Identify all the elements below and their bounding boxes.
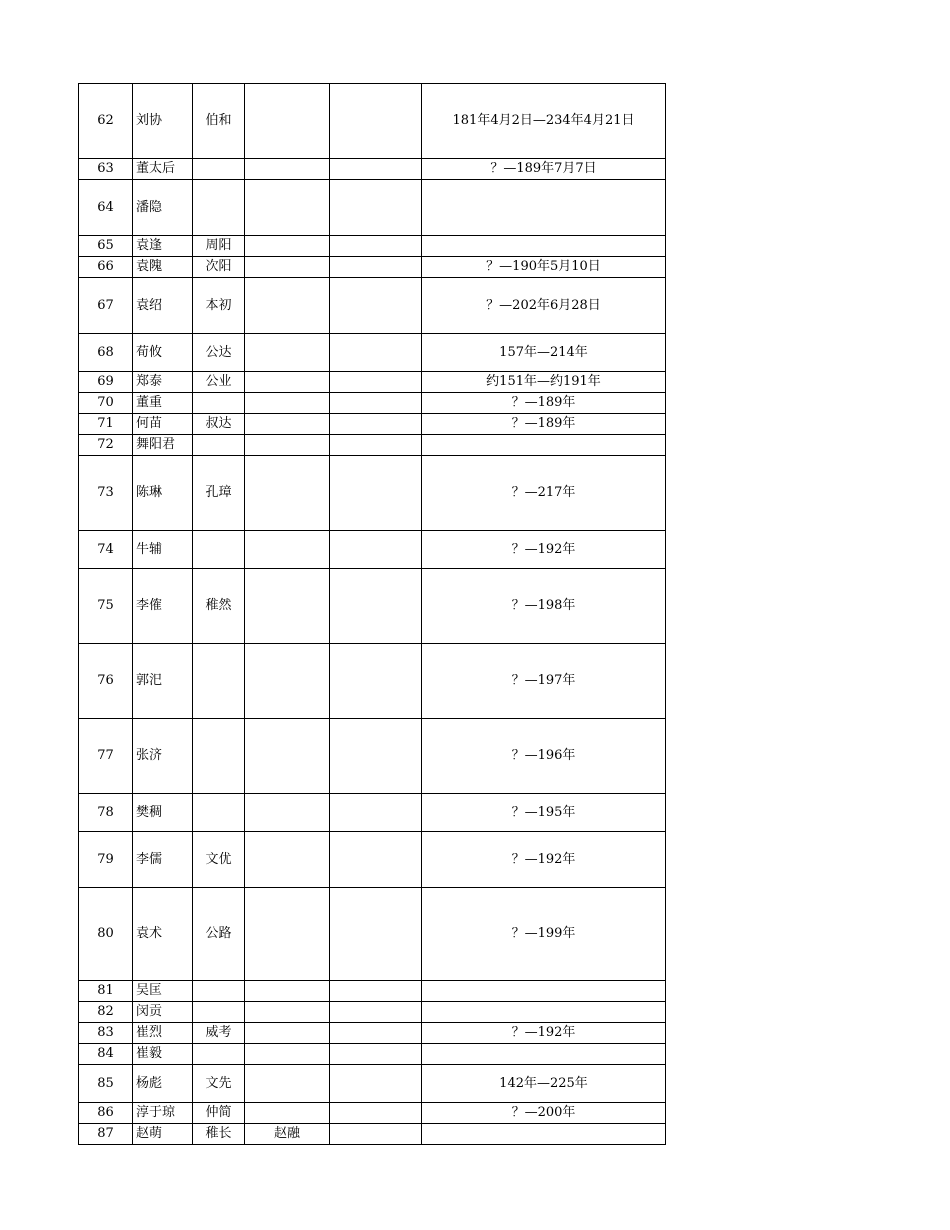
table-row <box>79 794 666 832</box>
cell-courtesy-name[interactable]: 稚然 <box>193 569 245 644</box>
cell-col4[interactable] <box>245 435 330 456</box>
cell-name[interactable]: 李傕 <box>133 569 193 644</box>
cell-col5[interactable] <box>330 1124 422 1145</box>
cell-col4[interactable] <box>245 1103 330 1124</box>
table-row <box>79 981 666 1002</box>
cell-col5[interactable] <box>330 414 422 435</box>
table-row <box>79 393 666 414</box>
cell-col4[interactable] <box>245 236 330 257</box>
cell-courtesy-name[interactable]: 威考 <box>193 1023 245 1044</box>
cell-lifespan[interactable]: 142年—225年 <box>422 1065 666 1103</box>
table-row <box>79 334 666 372</box>
table-row <box>79 569 666 644</box>
table-row <box>79 278 666 334</box>
cell-col5[interactable] <box>330 257 422 278</box>
cell-name[interactable]: 袁逢 <box>133 236 193 257</box>
cell-col5[interactable] <box>330 236 422 257</box>
cell-name[interactable]: 樊稠 <box>133 794 193 832</box>
cell-number[interactable]: 66 <box>79 257 133 278</box>
table-row <box>79 1023 666 1044</box>
cell-col4[interactable] <box>245 372 330 393</box>
cell-col4[interactable] <box>245 334 330 372</box>
cell-name[interactable]: 舞阳君 <box>133 435 193 456</box>
cell-number[interactable]: 64 <box>79 180 133 236</box>
cell-lifespan[interactable]: ？—202年6月28日 <box>422 278 666 334</box>
table-row <box>79 1124 666 1145</box>
cell-courtesy-name[interactable]: 叔达 <box>193 414 245 435</box>
cell-col5[interactable] <box>330 1065 422 1103</box>
cell-col4[interactable] <box>245 888 330 981</box>
cell-courtesy-name[interactable]: 文优 <box>193 832 245 888</box>
cell-lifespan[interactable] <box>422 981 666 1002</box>
cell-col5[interactable] <box>330 1002 422 1023</box>
cell-col5[interactable] <box>330 372 422 393</box>
table-row <box>79 84 666 159</box>
cell-name[interactable]: 袁隗 <box>133 257 193 278</box>
cell-courtesy-name[interactable]: 本初 <box>193 278 245 334</box>
cell-number[interactable]: 78 <box>79 794 133 832</box>
cell-col5[interactable] <box>330 888 422 981</box>
table-row <box>79 644 666 719</box>
cell-lifespan[interactable]: ？—190年5月10日 <box>422 257 666 278</box>
table-row <box>79 159 666 180</box>
cell-courtesy-name[interactable]: 公业 <box>193 372 245 393</box>
cell-name[interactable]: 李儒 <box>133 832 193 888</box>
cell-number[interactable]: 68 <box>79 334 133 372</box>
table-row <box>79 719 666 794</box>
cell-col4[interactable] <box>245 414 330 435</box>
cell-courtesy-name[interactable] <box>193 719 245 794</box>
cell-number[interactable]: 69 <box>79 372 133 393</box>
cell-lifespan[interactable]: 181年4月2日—234年4月21日 <box>422 84 666 159</box>
cell-courtesy-name[interactable] <box>193 435 245 456</box>
cell-col4[interactable] <box>245 1044 330 1065</box>
cell-col5[interactable] <box>330 435 422 456</box>
cell-name[interactable]: 刘协 <box>133 84 193 159</box>
cell-lifespan[interactable]: ？—199年 <box>422 888 666 981</box>
cell-name[interactable]: 郭汜 <box>133 644 193 719</box>
cell-courtesy-name[interactable] <box>193 180 245 236</box>
table-row <box>79 1103 666 1124</box>
cell-lifespan[interactable]: ？—192年 <box>422 1023 666 1044</box>
cell-col4[interactable]: 赵融 <box>245 1124 330 1145</box>
cell-col4[interactable] <box>245 644 330 719</box>
cell-col5[interactable] <box>330 180 422 236</box>
cell-col5[interactable] <box>330 278 422 334</box>
cell-courtesy-name[interactable] <box>193 981 245 1002</box>
cell-col4[interactable] <box>245 456 330 531</box>
cell-courtesy-name[interactable] <box>193 1002 245 1023</box>
cell-number[interactable]: 80 <box>79 888 133 981</box>
person-table <box>78 83 666 1145</box>
table-row <box>79 1044 666 1065</box>
cell-courtesy-name[interactable]: 公达 <box>193 334 245 372</box>
cell-col4[interactable] <box>245 981 330 1002</box>
cell-number[interactable]: 73 <box>79 456 133 531</box>
cell-lifespan[interactable] <box>422 1044 666 1065</box>
cell-name[interactable]: 陈琳 <box>133 456 193 531</box>
cell-name[interactable]: 崔毅 <box>133 1044 193 1065</box>
cell-number[interactable]: 83 <box>79 1023 133 1044</box>
cell-number[interactable]: 84 <box>79 1044 133 1065</box>
cell-col5[interactable] <box>330 1023 422 1044</box>
cell-courtesy-name[interactable]: 次阳 <box>193 257 245 278</box>
cell-col4[interactable] <box>245 794 330 832</box>
table-row <box>79 531 666 569</box>
cell-col5[interactable] <box>330 644 422 719</box>
cell-col5[interactable] <box>330 334 422 372</box>
cell-col5[interactable] <box>330 981 422 1002</box>
cell-lifespan[interactable]: ？—195年 <box>422 794 666 832</box>
cell-col4[interactable] <box>245 84 330 159</box>
cell-courtesy-name[interactable]: 稚长 <box>193 1124 245 1145</box>
cell-col5[interactable] <box>330 531 422 569</box>
cell-courtesy-name[interactable]: 文先 <box>193 1065 245 1103</box>
cell-col5[interactable] <box>330 794 422 832</box>
cell-lifespan[interactable] <box>422 1002 666 1023</box>
cell-name[interactable]: 郑泰 <box>133 372 193 393</box>
cell-courtesy-name[interactable] <box>193 159 245 180</box>
cell-col4[interactable] <box>245 719 330 794</box>
cell-name[interactable]: 何苗 <box>133 414 193 435</box>
table-row <box>79 1002 666 1023</box>
cell-col4[interactable] <box>245 569 330 644</box>
cell-number[interactable]: 65 <box>79 236 133 257</box>
cell-courtesy-name[interactable] <box>193 1044 245 1065</box>
cell-courtesy-name[interactable]: 公路 <box>193 888 245 981</box>
cell-lifespan[interactable]: ？—200年 <box>422 1103 666 1124</box>
person-table-body <box>79 84 666 1145</box>
cell-col4[interactable] <box>245 257 330 278</box>
cell-courtesy-name[interactable] <box>193 531 245 569</box>
cell-number[interactable]: 81 <box>79 981 133 1002</box>
cell-number[interactable]: 72 <box>79 435 133 456</box>
cell-col5[interactable] <box>330 719 422 794</box>
cell-courtesy-name[interactable] <box>193 644 245 719</box>
cell-col4[interactable] <box>245 393 330 414</box>
table-row <box>79 236 666 257</box>
cell-name[interactable]: 张济 <box>133 719 193 794</box>
cell-lifespan[interactable] <box>422 435 666 456</box>
cell-lifespan[interactable] <box>422 180 666 236</box>
cell-number[interactable]: 87 <box>79 1124 133 1145</box>
cell-lifespan[interactable]: ？—217年 <box>422 456 666 531</box>
cell-col5[interactable] <box>330 456 422 531</box>
cell-lifespan[interactable] <box>422 1124 666 1145</box>
cell-name[interactable]: 董重 <box>133 393 193 414</box>
cell-courtesy-name[interactable]: 伯和 <box>193 84 245 159</box>
cell-name[interactable]: 袁术 <box>133 888 193 981</box>
cell-number[interactable]: 77 <box>79 719 133 794</box>
cell-lifespan[interactable]: ？—189年 <box>422 414 666 435</box>
cell-lifespan[interactable]: ？—189年 <box>422 393 666 414</box>
cell-lifespan[interactable]: ？—198年 <box>422 569 666 644</box>
cell-courtesy-name[interactable]: 孔璋 <box>193 456 245 531</box>
cell-name[interactable]: 牛辅 <box>133 531 193 569</box>
table-row <box>79 257 666 278</box>
table-row <box>79 435 666 456</box>
cell-number[interactable]: 74 <box>79 531 133 569</box>
cell-lifespan[interactable]: ？—196年 <box>422 719 666 794</box>
cell-number[interactable]: 75 <box>79 569 133 644</box>
cell-col5[interactable] <box>330 393 422 414</box>
cell-col5[interactable] <box>330 1044 422 1065</box>
table-row <box>79 1065 666 1103</box>
cell-col4[interactable] <box>245 531 330 569</box>
cell-lifespan[interactable]: ？—192年 <box>422 531 666 569</box>
cell-col4[interactable] <box>245 832 330 888</box>
cell-col4[interactable] <box>245 1065 330 1103</box>
cell-name[interactable]: 潘隐 <box>133 180 193 236</box>
cell-number[interactable]: 71 <box>79 414 133 435</box>
cell-number[interactable]: 85 <box>79 1065 133 1103</box>
table-row <box>79 372 666 393</box>
cell-number[interactable]: 62 <box>79 84 133 159</box>
table-row <box>79 180 666 236</box>
cell-courtesy-name[interactable] <box>193 794 245 832</box>
cell-col4[interactable] <box>245 1002 330 1023</box>
cell-name[interactable]: 淳于琼 <box>133 1103 193 1124</box>
cell-courtesy-name[interactable]: 周阳 <box>193 236 245 257</box>
cell-name[interactable]: 吴匡 <box>133 981 193 1002</box>
table-row <box>79 456 666 531</box>
cell-name[interactable]: 崔烈 <box>133 1023 193 1044</box>
cell-lifespan[interactable]: ？—189年7月7日 <box>422 159 666 180</box>
cell-lifespan[interactable]: ？—192年 <box>422 832 666 888</box>
cell-col4[interactable] <box>245 278 330 334</box>
cell-number[interactable]: 86 <box>79 1103 133 1124</box>
table-row <box>79 414 666 435</box>
cell-courtesy-name[interactable]: 仲简 <box>193 1103 245 1124</box>
cell-lifespan[interactable]: 约151年—约191年 <box>422 372 666 393</box>
cell-col4[interactable] <box>245 159 330 180</box>
cell-name[interactable]: 董太后 <box>133 159 193 180</box>
cell-name[interactable]: 闵贡 <box>133 1002 193 1023</box>
cell-col4[interactable] <box>245 1023 330 1044</box>
cell-number[interactable]: 76 <box>79 644 133 719</box>
cell-name[interactable]: 杨彪 <box>133 1065 193 1103</box>
cell-lifespan[interactable] <box>422 236 666 257</box>
table-row <box>79 832 666 888</box>
cell-col5[interactable] <box>330 569 422 644</box>
cell-number[interactable]: 79 <box>79 832 133 888</box>
cell-lifespan[interactable]: 157年—214年 <box>422 334 666 372</box>
cell-number[interactable]: 67 <box>79 278 133 334</box>
cell-number[interactable]: 82 <box>79 1002 133 1023</box>
cell-col5[interactable] <box>330 832 422 888</box>
cell-number[interactable]: 70 <box>79 393 133 414</box>
cell-name[interactable]: 袁绍 <box>133 278 193 334</box>
cell-number[interactable]: 63 <box>79 159 133 180</box>
cell-col5[interactable] <box>330 159 422 180</box>
cell-col4[interactable] <box>245 180 330 236</box>
cell-col5[interactable] <box>330 84 422 159</box>
table-row <box>79 888 666 981</box>
cell-col5[interactable] <box>330 1103 422 1124</box>
cell-name[interactable]: 荀攸 <box>133 334 193 372</box>
cell-lifespan[interactable]: ？—197年 <box>422 644 666 719</box>
cell-courtesy-name[interactable] <box>193 393 245 414</box>
cell-name[interactable]: 赵萌 <box>133 1124 193 1145</box>
